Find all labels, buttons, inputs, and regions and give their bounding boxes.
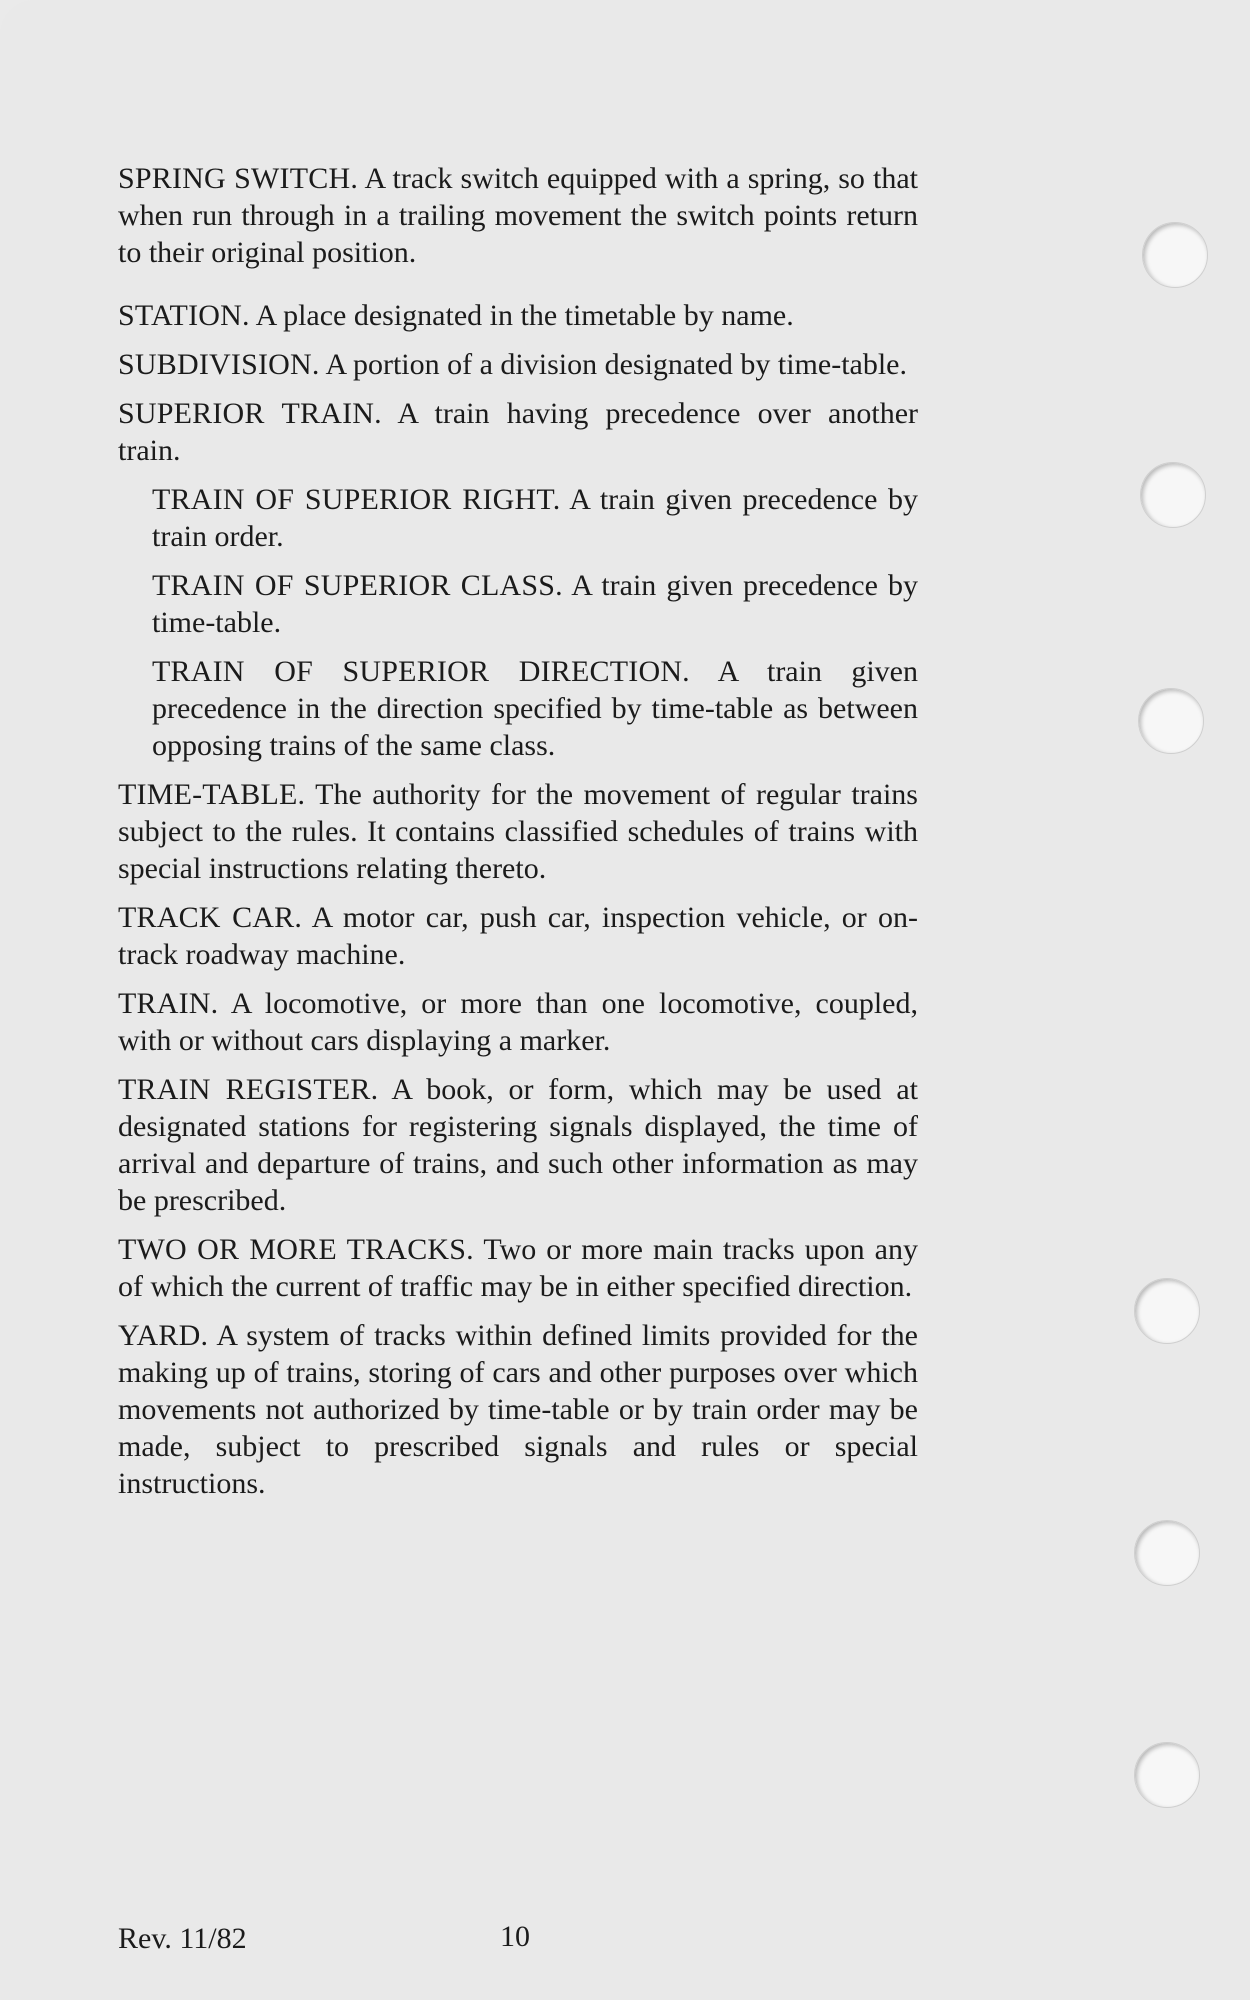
binder-hole <box>1138 688 1204 754</box>
entry-definition: A track switch equipped with a spring, so that when run through in a trailing movement the switch points return to their original position. <box>118 162 918 269</box>
entry-definition: A place designated in the timetable by name. <box>255 299 794 332</box>
glossary-entry <box>118 1071 918 1219</box>
glossary-entry <box>118 899 918 973</box>
entry-term: TWO OR MORE TRACKS. <box>118 1233 474 1266</box>
entry-definition: Two or more main tracks upon any of which the current of traffic may be in either specified direction. <box>118 1233 918 1303</box>
glossary-entry <box>118 297 918 334</box>
glossary-subentry <box>152 653 918 764</box>
entry-term: TIME-TABLE. <box>118 778 306 811</box>
glossary-subentry <box>152 567 918 641</box>
glossary-entry <box>118 395 918 469</box>
revision-date: Rev. 11/82 <box>118 1922 247 1955</box>
entry-term: SPRING SWITCH. <box>118 162 359 195</box>
binder-hole <box>1140 462 1206 528</box>
glossary-entry <box>118 985 918 1059</box>
entry-term: YARD. <box>118 1319 209 1352</box>
glossary-entry <box>118 346 918 383</box>
glossary-body <box>118 160 918 1514</box>
entry-term: TRAIN OF SUPERIOR DIRECTION. <box>152 655 690 688</box>
entry-definition: A book, or form, which may be used at designated stations for registering signals displayed, the time of arrival and departure of trains, and such other information as may be prescribed. <box>118 1073 918 1217</box>
glossary-entry <box>118 160 918 271</box>
entry-definition: The authority for the movement of regular trains subject to the rules. It contains classified schedules of trains with special instructions relating thereto. <box>118 778 918 885</box>
entry-term: SUPERIOR TRAIN. <box>118 397 382 430</box>
entry-term: TRAIN OF SUPERIOR RIGHT. <box>152 483 561 516</box>
binder-hole <box>1142 222 1208 288</box>
binder-hole <box>1134 1520 1200 1586</box>
glossary-entry <box>118 1317 918 1502</box>
entry-term: TRACK CAR. <box>118 901 303 934</box>
entry-definition: A locomotive, or more than one locomotive, coupled, with or without cars displaying a marker. <box>118 987 918 1057</box>
entry-term: TRAIN. <box>118 987 219 1020</box>
entry-term: STATION. <box>118 299 250 332</box>
entry-definition: A system of tracks within defined limits provided for the making up of trains, storing of cars and other purposes over which movements not authorized by time-table or by train order may be made, subject to prescribed signals and rules or special instructions. <box>118 1319 918 1500</box>
binder-hole <box>1134 1742 1200 1808</box>
entry-term: SUBDIVISION. <box>118 348 320 381</box>
entry-term: TRAIN OF SUPERIOR CLASS. <box>152 569 563 602</box>
entry-term: TRAIN REGISTER. <box>118 1073 379 1106</box>
glossary-entry <box>118 1231 918 1305</box>
glossary-entry <box>118 776 918 887</box>
binder-hole <box>1134 1278 1200 1344</box>
entry-definition: A portion of a division designated by time-table. <box>325 348 907 381</box>
entry-definition: A motor car, push car, inspection vehicle, or on-track roadway machine. <box>118 901 918 971</box>
entry-definition: A train having precedence over another train. <box>118 397 918 467</box>
entry-definition: A train given precedence in the direction specified by time-table as between opposing trains of the same class. <box>152 655 918 762</box>
entry-definition: A train given precedence by train order. <box>152 483 918 553</box>
page-number: 10 <box>500 1920 530 1953</box>
entry-definition: A train given precedence by time-table. <box>152 569 918 639</box>
glossary-subentry <box>152 481 918 555</box>
